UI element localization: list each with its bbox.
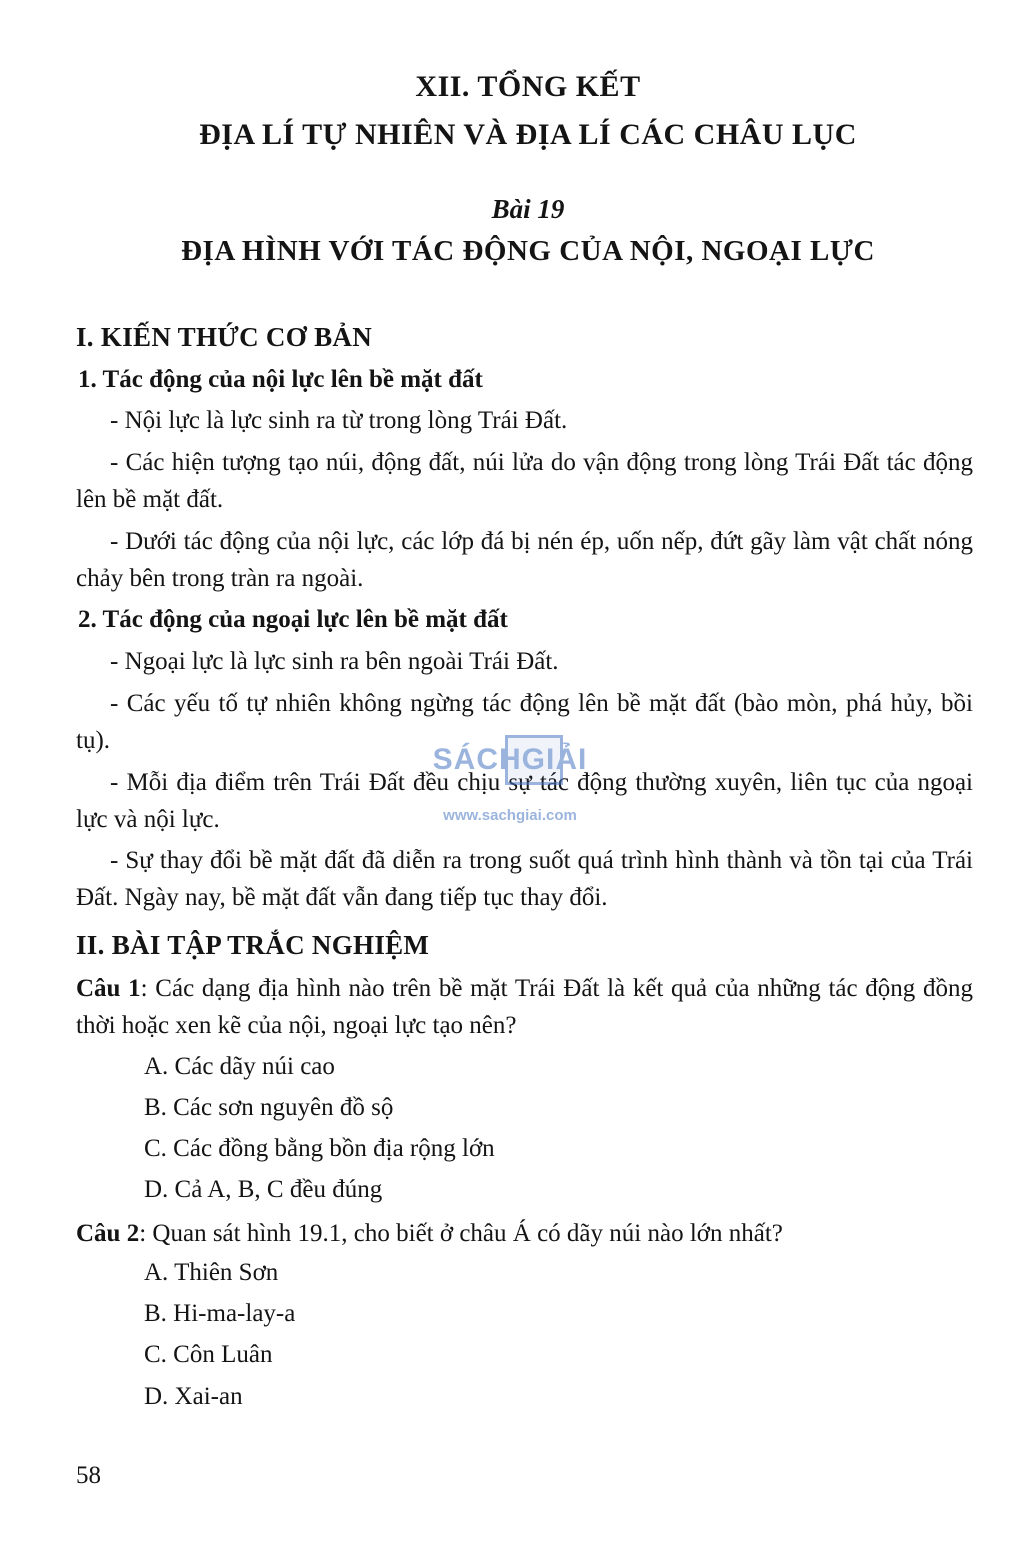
answer-option: D. Cả A, B, C đều đúng (144, 1176, 383, 1203)
paragraph: - Các hiện tượng tạo núi, động đất, núi lửa do vận động trong lòng Trái Đất tác động lên bề mặt đất. (76, 449, 973, 513)
question-label: Câu 2 (76, 1220, 140, 1247)
answer-option: A. Thiên Sơn (144, 1259, 279, 1286)
lesson-number: Bài 19 (491, 194, 565, 224)
page-number: 58 (76, 1462, 101, 1489)
lesson-title: ĐỊA HÌNH VỚI TÁC ĐỘNG CỦA NỘI, NGOẠI LỰC (181, 235, 875, 267)
paragraph: - Nội lực là lực sinh ra từ trong lòng Trái Đất. (110, 407, 568, 434)
question-2 (76, 1215, 973, 1252)
answer-option: B. Hi-ma-lay-a (144, 1300, 296, 1327)
paragraph: - Mỗi địa điểm trên Trái Đất đều chịu sự tác động thường xuyên, liên tục của ngoại lực và nội lực. (76, 769, 973, 833)
answer-option: D. Xai-an (144, 1383, 243, 1410)
watermark-brand: SÁCHGIẢI (432, 743, 588, 776)
chapter-title-line2: ĐỊA LÍ TỰ NHIÊN VÀ ĐỊA LÍ CÁC CHÂU LỤC (199, 118, 857, 151)
answer-option: C. Côn Luân (144, 1341, 273, 1368)
answer-option: C. Các đồng bằng bồn địa rộng lớn (144, 1135, 495, 1162)
question-text: : Các dạng địa hình nào trên bề mặt Trái Đất là kết quả của những tác động đồng thời hoặc xen kẽ của nội, ngoại lực tạo nên? (76, 975, 973, 1039)
subsection1-heading: 1. Tác động của nội lực lên bề mặt đất (78, 366, 483, 393)
paragraph: - Ngoại lực là lực sinh ra bên ngoài Trái Đất. (110, 648, 559, 675)
question-1 (76, 970, 973, 1044)
section2-heading: II. BÀI TẬP TRẮC NGHIỆM (76, 930, 430, 960)
question-text: : Quan sát hình 19.1, cho biết ở châu Á có dãy núi nào lớn nhất? (139, 1220, 783, 1247)
paragraph: - Sự thay đổi bề mặt đất đã diễn ra trong suốt quá trình hình thành và tồn tại của Trái Đất. Ngày nay, bề mặt đất vẫn đang tiếp tục thay đổi. (76, 847, 973, 911)
watermark-url: www.sachgiai.com (443, 807, 577, 824)
paragraph: - Các yếu tố tự nhiên không ngừng tác động lên bề mặt đất (bào mòn, phá hủy, bồi tụ). (76, 690, 973, 754)
answer-option: A. Các dãy núi cao (144, 1053, 335, 1080)
chapter-title-line1: XII. TỔNG KẾT (415, 70, 641, 103)
answer-option: B. Các sơn nguyên đồ sộ (144, 1094, 394, 1121)
question-label: Câu 1 (76, 975, 141, 1002)
section1-heading: I. KIẾN THỨC CƠ BẢN (76, 322, 372, 352)
subsection2-heading: 2. Tác động của ngoại lực lên bề mặt đất (78, 606, 508, 633)
paragraph: - Dưới tác động của nội lực, các lớp đá bị nén ép, uốn nếp, đứt gãy làm vật chất nóng chảy bên trong tràn ra ngoài. (76, 528, 973, 592)
